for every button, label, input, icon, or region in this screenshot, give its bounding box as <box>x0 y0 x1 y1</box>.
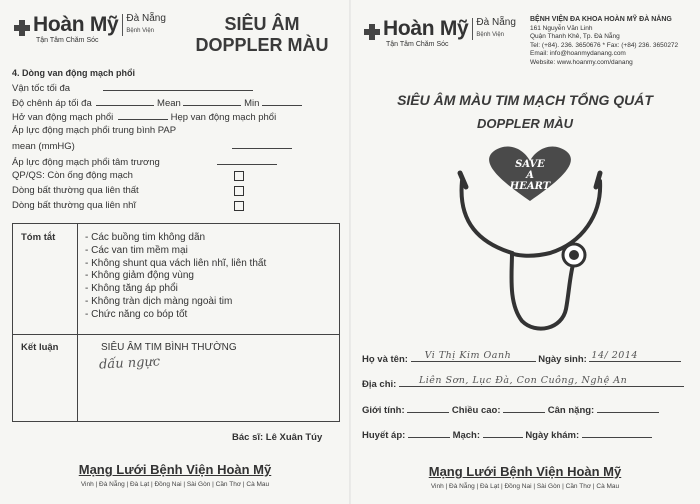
title-line-2: DOPPLER MÀU <box>195 35 329 55</box>
network-cities: Vinh | Đà Nẵng | Đà Lạt | Đồng Nai | Sài Gòn | Cần Thơ | Cà Mau <box>430 483 620 490</box>
lien-nhi-checkbox[interactable] <box>234 201 244 211</box>
hospital-info <box>530 16 678 67</box>
field-ap-luc-tam-truong: Áp lực động mạch phổi tâm trương <box>12 155 277 168</box>
exam-date-field[interactable] <box>582 428 652 438</box>
field-do-chenh-ap: Độ chênh áp tối đa Mean Min <box>12 96 302 109</box>
summary-item: - Không giảm động vùng <box>85 270 266 283</box>
medical-cross-icon <box>364 24 380 40</box>
hoan-my-logo <box>364 18 516 48</box>
lien-that-checkbox[interactable] <box>234 186 244 196</box>
section-heading: 4. Dòng van động mạch phổi <box>12 68 136 78</box>
logo-brand: Hoàn Mỹ <box>383 17 469 40</box>
summary-list <box>85 232 266 322</box>
field-van-toc: Vận tốc tối đa <box>12 81 253 94</box>
field-pap-2: mean (mmHG) <box>12 139 292 152</box>
page-title <box>182 14 342 56</box>
heart-text-1: SAVE <box>515 159 545 170</box>
hospital-tel: Tel: (+84). 236. 3650676 * Fax: (+84) 236. 3650272 <box>530 41 679 49</box>
summary-item: - Không tăng áp phổi <box>85 283 266 296</box>
patient-name-field[interactable]: Vi Thị Kim Oanh <box>411 352 536 362</box>
network-cities: Vinh | Đà Nẵng | Đà Lạt | Đồng Nai | Sài Gòn | Cần Thơ | Cà Mau <box>80 481 270 488</box>
heart-text-3: HEART <box>509 181 551 192</box>
patient-name-row: Họ và tên: Vi Thị Kim Oanh Ngày sinh: 14/ 2014 <box>362 352 681 365</box>
hospital-email: Email: info@hoanmydanang.com <box>530 50 626 57</box>
van-toc-blank <box>103 81 253 91</box>
title-line-1: SIÊU ÂM <box>224 14 300 34</box>
page-title: SIÊU ÂM MÀU TIM MẠCH TỔNG QUÁT <box>397 92 653 108</box>
logo-brand: Hoàn Mỹ <box>33 13 119 36</box>
stethoscope-heart-illustration <box>450 143 610 333</box>
patient-exam-row: Huyết áp: Mạch: Ngày khám: <box>362 428 652 441</box>
summary-label: Tóm tắt <box>21 232 56 243</box>
right-page <box>350 0 700 504</box>
logo-sub: Bệnh Viện <box>476 32 505 38</box>
conclusion-label: Kết luận <box>21 342 59 353</box>
pulse-field[interactable] <box>483 428 523 438</box>
doctor-name: Bác sĩ: Lê Xuân Túy <box>232 432 323 443</box>
blood-pressure-field[interactable] <box>408 428 450 438</box>
field-ho-hep-van: Hở van động mạch phổi Hẹp van động mạch phổi <box>12 112 277 123</box>
summary-item: - Không shunt qua vách liên nhĩ, liên thất <box>85 258 266 271</box>
summary-item: - Các van tim mềm mại <box>85 245 266 258</box>
logo-tagline: Tận Tâm Chăm Sóc <box>36 37 99 44</box>
hoan-my-logo <box>14 14 166 44</box>
summary-item: - Chức năng co bóp tốt <box>85 309 266 322</box>
patient-vitals-row: Giới tính: Chiều cao: Cân nặng: <box>362 403 659 416</box>
medical-cross-icon <box>14 20 30 36</box>
qp-qs-checkbox[interactable] <box>234 171 244 181</box>
logo-tagline: Tận Tâm Chăm Sóc <box>386 41 449 48</box>
logo-sub: Bệnh Viện <box>126 28 155 34</box>
patient-address-field[interactable]: Liên Sơn, Lục Đà, Con Cuông, Nghệ An <box>399 377 684 387</box>
conclusion-text: SIÊU ÂM TIM BÌNH THƯỜNG <box>101 342 237 353</box>
patient-address-row: Địa chỉ: Liên Sơn, Lục Đà, Con Cuông, Nghệ An <box>362 377 684 390</box>
summary-item: - Các buồng tim không dãn <box>85 232 266 245</box>
conclusion-handwriting: dấu ngực <box>98 354 161 373</box>
hospital-address-1: 161 Nguyễn Văn Linh <box>530 24 593 32</box>
height-field[interactable] <box>503 403 545 413</box>
network-title: Mạng Lưới Bệnh Viện Hoàn Mỹ <box>78 462 272 477</box>
logo-city: Đà Nẵng <box>126 13 166 24</box>
hospital-name: BỆNH VIỆN ĐA KHOA HOÀN MỸ ĐÀ NẴNG <box>530 16 672 23</box>
hospital-website: Website: www.hoanmy.com/danang <box>530 58 633 66</box>
gender-field[interactable] <box>407 403 449 413</box>
field-dong-lien-nhi: Dòng bất thường qua liên nhĩ <box>12 200 137 211</box>
field-qp-qs: QP/QS: Còn ống động mạch <box>12 170 133 181</box>
hospital-address-2: Quận Thanh Khê, Tp. Đà Nẵng <box>530 33 620 40</box>
field-dong-lien-that: Dòng bất thường qua liên thất <box>12 185 139 196</box>
logo-city: Đà Nẵng <box>476 17 516 28</box>
summary-box <box>12 223 340 422</box>
summary-item: - Không tràn dịch màng ngoài tim <box>85 296 266 309</box>
heart-text-2: A <box>526 170 534 181</box>
weight-field[interactable] <box>597 403 659 413</box>
patient-dob-field[interactable]: 14/ 2014 <box>589 352 681 362</box>
network-title: Mạng Lưới Bệnh Viện Hoàn Mỹ <box>428 464 622 479</box>
field-pap-1: Áp lực động mạch phổi trung bình PAP <box>12 125 177 136</box>
page-subtitle: DOPPLER MÀU <box>476 116 574 131</box>
